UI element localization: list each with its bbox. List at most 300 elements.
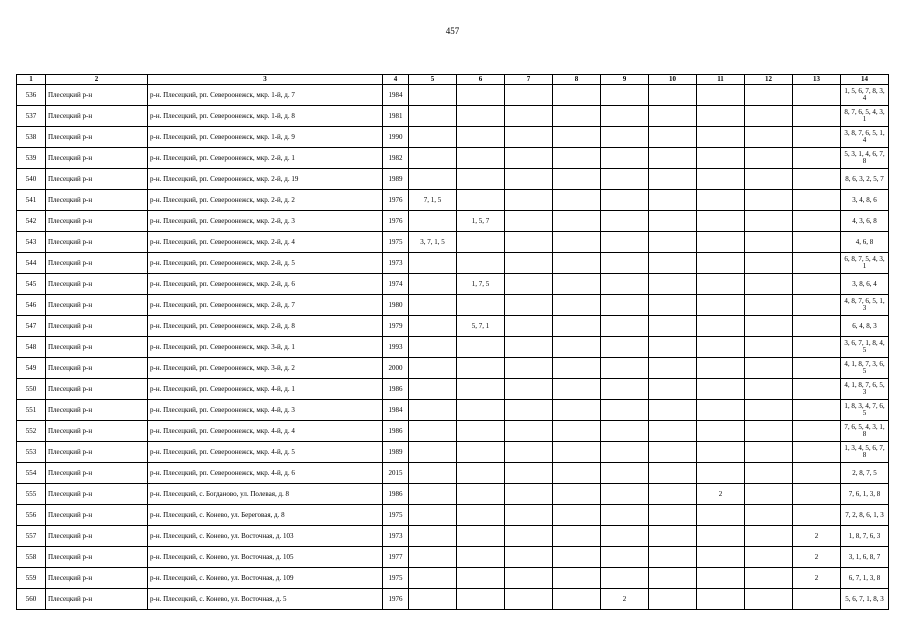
col6-cell: 5, 7, 1: [457, 316, 505, 337]
year-cell: 1973: [383, 526, 409, 547]
col10-cell: [649, 484, 697, 505]
col8-cell: [553, 463, 601, 484]
col8-cell: [553, 295, 601, 316]
col8-cell: [553, 421, 601, 442]
col7-cell: [505, 316, 553, 337]
col6-cell: [457, 295, 505, 316]
col5-cell: 3, 7, 1, 5: [409, 232, 457, 253]
col7-cell: [505, 295, 553, 316]
col11-cell: [697, 400, 745, 421]
col12-cell: [745, 568, 793, 589]
col13-cell: [793, 295, 841, 316]
address-cell: р-н. Плесецкий, рп. Североонежск, мкр. 2-й, д. 3: [148, 211, 383, 232]
address-cell: р-н. Плесецкий, с. Конево, ул. Восточная, д. 105: [148, 547, 383, 568]
col12-cell: [745, 421, 793, 442]
col6-cell: [457, 106, 505, 127]
col13-cell: [793, 442, 841, 463]
col7-cell: [505, 463, 553, 484]
column-header-13: 13: [793, 75, 841, 85]
col11-cell: [697, 505, 745, 526]
col6-cell: [457, 547, 505, 568]
col10-cell: [649, 442, 697, 463]
col5-cell: [409, 127, 457, 148]
year-cell: 1989: [383, 442, 409, 463]
district-cell: Плесецкий р-н: [46, 316, 148, 337]
district-cell: Плесецкий р-н: [46, 379, 148, 400]
col8-cell: [553, 274, 601, 295]
col13-cell: [793, 484, 841, 505]
col6-cell: [457, 526, 505, 547]
year-cell: 1979: [383, 316, 409, 337]
col11-cell: [697, 232, 745, 253]
col13-cell: 2: [793, 526, 841, 547]
col14-cell: 2, 8, 7, 5: [841, 463, 889, 484]
col5-cell: [409, 106, 457, 127]
table-row: [17, 589, 889, 610]
row-number-cell: 557: [17, 526, 46, 547]
col6-cell: [457, 505, 505, 526]
col10-cell: [649, 190, 697, 211]
table-row: [17, 295, 889, 316]
col12-cell: [745, 106, 793, 127]
col5-cell: [409, 526, 457, 547]
table-header: [17, 75, 889, 85]
col8-cell: [553, 442, 601, 463]
col9-cell: [601, 505, 649, 526]
col10-cell: [649, 106, 697, 127]
year-cell: 1986: [383, 421, 409, 442]
table-row: [17, 463, 889, 484]
col14-cell: 6, 4, 8, 3: [841, 316, 889, 337]
year-cell: 1981: [383, 106, 409, 127]
col9-cell: [601, 232, 649, 253]
col6-cell: [457, 169, 505, 190]
col13-cell: [793, 400, 841, 421]
col11-cell: [697, 85, 745, 106]
col11-cell: [697, 337, 745, 358]
column-header-14: 14: [841, 75, 889, 85]
col6-cell: [457, 148, 505, 169]
col12-cell: [745, 442, 793, 463]
col9-cell: [601, 379, 649, 400]
col11-cell: 2: [697, 484, 745, 505]
col13-cell: [793, 148, 841, 169]
col11-cell: [697, 316, 745, 337]
row-number-cell: 538: [17, 127, 46, 148]
col8-cell: [553, 484, 601, 505]
col11-cell: [697, 106, 745, 127]
col11-cell: [697, 547, 745, 568]
col13-cell: [793, 169, 841, 190]
col10-cell: [649, 421, 697, 442]
col6-cell: [457, 85, 505, 106]
col13-cell: [793, 337, 841, 358]
table-row: [17, 568, 889, 589]
col6-cell: [457, 400, 505, 421]
address-cell: р-н. Плесецкий, рп. Североонежск, мкр. 2-й, д. 4: [148, 232, 383, 253]
year-cell: 1975: [383, 232, 409, 253]
col6-cell: [457, 232, 505, 253]
col11-cell: [697, 463, 745, 484]
row-number-cell: 550: [17, 379, 46, 400]
col8-cell: [553, 190, 601, 211]
row-number-cell: 536: [17, 85, 46, 106]
col13-cell: [793, 379, 841, 400]
col13-cell: [793, 505, 841, 526]
col9-cell: [601, 148, 649, 169]
col7-cell: [505, 442, 553, 463]
col8-cell: [553, 547, 601, 568]
district-cell: Плесецкий р-н: [46, 589, 148, 610]
col13-cell: [793, 232, 841, 253]
address-cell: р-н. Плесецкий, рп. Североонежск, мкр. 1-й, д. 7: [148, 85, 383, 106]
col7-cell: [505, 568, 553, 589]
col11-cell: [697, 526, 745, 547]
col7-cell: [505, 547, 553, 568]
col5-cell: [409, 484, 457, 505]
col10-cell: [649, 547, 697, 568]
col14-cell: 3, 6, 7, 1, 8, 4, 5: [841, 337, 889, 358]
col8-cell: [553, 568, 601, 589]
col5-cell: [409, 358, 457, 379]
col7-cell: [505, 253, 553, 274]
col14-cell: 6, 8, 7, 5, 4, 3, 1: [841, 253, 889, 274]
col13-cell: [793, 316, 841, 337]
col6-cell: 1, 7, 5: [457, 274, 505, 295]
col8-cell: [553, 169, 601, 190]
col7-cell: [505, 148, 553, 169]
col11-cell: [697, 295, 745, 316]
table-row: [17, 106, 889, 127]
col11-cell: [697, 358, 745, 379]
year-cell: 1976: [383, 211, 409, 232]
col12-cell: [745, 295, 793, 316]
table-row: [17, 484, 889, 505]
row-number-cell: 555: [17, 484, 46, 505]
col5-cell: [409, 379, 457, 400]
address-cell: р-н. Плесецкий, с. Конево, ул. Береговая, д. 8: [148, 505, 383, 526]
district-cell: Плесецкий р-н: [46, 85, 148, 106]
column-header-12: 12: [745, 75, 793, 85]
col10-cell: [649, 505, 697, 526]
year-cell: 1976: [383, 589, 409, 610]
col8-cell: [553, 505, 601, 526]
address-cell: р-н. Плесецкий, с. Конево, ул. Восточная, д. 109: [148, 568, 383, 589]
col13-cell: [793, 274, 841, 295]
col7-cell: [505, 400, 553, 421]
col8-cell: [553, 148, 601, 169]
col12-cell: [745, 148, 793, 169]
address-cell: р-н. Плесецкий, рп. Североонежск, мкр. 3-й, д. 2: [148, 358, 383, 379]
year-cell: 1975: [383, 505, 409, 526]
district-cell: Плесецкий р-н: [46, 274, 148, 295]
col6-cell: [457, 568, 505, 589]
col14-cell: 3, 4, 8, 6: [841, 190, 889, 211]
col13-cell: [793, 85, 841, 106]
col6-cell: [457, 358, 505, 379]
col12-cell: [745, 400, 793, 421]
address-cell: р-н. Плесецкий, рп. Североонежск, мкр. 4-й, д. 6: [148, 463, 383, 484]
row-number-cell: 551: [17, 400, 46, 421]
col7-cell: [505, 106, 553, 127]
col7-cell: [505, 169, 553, 190]
address-cell: р-н. Плесецкий, рп. Североонежск, мкр. 2-й, д. 1: [148, 148, 383, 169]
year-cell: 1989: [383, 169, 409, 190]
address-cell: р-н. Плесецкий, рп. Североонежск, мкр. 2-й, д. 7: [148, 295, 383, 316]
district-cell: Плесецкий р-н: [46, 127, 148, 148]
col8-cell: [553, 526, 601, 547]
col14-cell: 3, 8, 7, 6, 5, 1, 4: [841, 127, 889, 148]
year-cell: 1993: [383, 337, 409, 358]
district-cell: Плесецкий р-н: [46, 295, 148, 316]
year-cell: 1990: [383, 127, 409, 148]
col14-cell: 7, 6, 1, 3, 8: [841, 484, 889, 505]
col10-cell: [649, 337, 697, 358]
col6-cell: [457, 253, 505, 274]
col6-cell: [457, 463, 505, 484]
col8-cell: [553, 316, 601, 337]
row-number-cell: 558: [17, 547, 46, 568]
district-cell: Плесецкий р-н: [46, 526, 148, 547]
col14-cell: 8, 7, 6, 5, 4, 3, 1: [841, 106, 889, 127]
table-row: [17, 547, 889, 568]
col5-cell: [409, 274, 457, 295]
col8-cell: [553, 337, 601, 358]
col10-cell: [649, 148, 697, 169]
row-number-cell: 548: [17, 337, 46, 358]
col14-cell: 8, 6, 3, 2, 5, 7: [841, 169, 889, 190]
col14-cell: 4, 1, 8, 7, 6, 5, 3: [841, 379, 889, 400]
col14-cell: 1, 5, 6, 7, 8, 3, 4: [841, 85, 889, 106]
col6-cell: [457, 484, 505, 505]
col12-cell: [745, 526, 793, 547]
col10-cell: [649, 253, 697, 274]
col10-cell: [649, 232, 697, 253]
col5-cell: [409, 568, 457, 589]
table-row: [17, 316, 889, 337]
col12-cell: [745, 505, 793, 526]
col7-cell: [505, 358, 553, 379]
col7-cell: [505, 526, 553, 547]
district-cell: Плесецкий р-н: [46, 253, 148, 274]
col9-cell: [601, 127, 649, 148]
col14-cell: 3, 8, 6, 4: [841, 274, 889, 295]
col12-cell: [745, 463, 793, 484]
col5-cell: [409, 547, 457, 568]
col12-cell: [745, 169, 793, 190]
col6-cell: [457, 442, 505, 463]
col7-cell: [505, 274, 553, 295]
district-cell: Плесецкий р-н: [46, 337, 148, 358]
table-row: [17, 274, 889, 295]
district-cell: Плесецкий р-н: [46, 505, 148, 526]
col6-cell: [457, 589, 505, 610]
col9-cell: 2: [601, 589, 649, 610]
table-row: [17, 253, 889, 274]
col10-cell: [649, 589, 697, 610]
col5-cell: [409, 589, 457, 610]
col12-cell: [745, 379, 793, 400]
col5-cell: [409, 442, 457, 463]
col9-cell: [601, 85, 649, 106]
col13-cell: [793, 589, 841, 610]
col5-cell: [409, 463, 457, 484]
col10-cell: [649, 379, 697, 400]
table-row: [17, 379, 889, 400]
col13-cell: [793, 253, 841, 274]
row-number-cell: 539: [17, 148, 46, 169]
col9-cell: [601, 484, 649, 505]
year-cell: 1986: [383, 379, 409, 400]
col5-cell: [409, 505, 457, 526]
year-cell: 2000: [383, 358, 409, 379]
col10-cell: [649, 85, 697, 106]
row-number-cell: 556: [17, 505, 46, 526]
address-cell: р-н. Плесецкий, рп. Североонежск, мкр. 4-й, д. 1: [148, 379, 383, 400]
col11-cell: [697, 274, 745, 295]
col10-cell: [649, 316, 697, 337]
col10-cell: [649, 169, 697, 190]
col6-cell: [457, 421, 505, 442]
row-number-cell: 552: [17, 421, 46, 442]
col9-cell: [601, 568, 649, 589]
col8-cell: [553, 106, 601, 127]
col7-cell: [505, 85, 553, 106]
col8-cell: [553, 379, 601, 400]
table-row: [17, 442, 889, 463]
table-body: [17, 85, 889, 610]
district-cell: Плесецкий р-н: [46, 211, 148, 232]
col7-cell: [505, 379, 553, 400]
col14-cell: 1, 3, 4, 5, 6, 7, 8: [841, 442, 889, 463]
column-header-9: 9: [601, 75, 649, 85]
col9-cell: [601, 463, 649, 484]
col13-cell: 2: [793, 568, 841, 589]
col11-cell: [697, 379, 745, 400]
col9-cell: [601, 400, 649, 421]
col13-cell: [793, 190, 841, 211]
column-header-11: 11: [697, 75, 745, 85]
table-row: [17, 85, 889, 106]
col12-cell: [745, 337, 793, 358]
col5-cell: [409, 400, 457, 421]
header-row: [17, 75, 889, 85]
col9-cell: [601, 253, 649, 274]
col6-cell: [457, 190, 505, 211]
address-cell: р-н. Плесецкий, рп. Североонежск, мкр. 3-й, д. 1: [148, 337, 383, 358]
col9-cell: [601, 421, 649, 442]
col7-cell: [505, 589, 553, 610]
year-cell: 1984: [383, 400, 409, 421]
table-row: [17, 400, 889, 421]
col13-cell: [793, 211, 841, 232]
row-number-cell: 545: [17, 274, 46, 295]
col13-cell: 2: [793, 547, 841, 568]
district-cell: Плесецкий р-н: [46, 358, 148, 379]
address-cell: р-н. Плесецкий, рп. Североонежск, мкр. 2-й, д. 8: [148, 316, 383, 337]
district-cell: Плесецкий р-н: [46, 232, 148, 253]
col7-cell: [505, 505, 553, 526]
col14-cell: 7, 2, 8, 6, 1, 3: [841, 505, 889, 526]
column-header-10: 10: [649, 75, 697, 85]
table-row: [17, 232, 889, 253]
column-header-1: 1: [17, 75, 46, 85]
col11-cell: [697, 442, 745, 463]
col5-cell: [409, 421, 457, 442]
row-number-cell: 553: [17, 442, 46, 463]
address-cell: р-н. Плесецкий, рп. Североонежск, мкр. 4-й, д. 5: [148, 442, 383, 463]
district-cell: Плесецкий р-н: [46, 568, 148, 589]
year-cell: 1982: [383, 148, 409, 169]
address-cell: р-н. Плесецкий, рп. Североонежск, мкр. 2-й, д. 2: [148, 190, 383, 211]
col9-cell: [601, 295, 649, 316]
col14-cell: 1, 8, 7, 6, 3: [841, 526, 889, 547]
col11-cell: [697, 211, 745, 232]
address-cell: р-н. Плесецкий, рп. Североонежск, мкр. 2-й, д. 5: [148, 253, 383, 274]
col8-cell: [553, 400, 601, 421]
col9-cell: [601, 526, 649, 547]
year-cell: 1977: [383, 547, 409, 568]
col10-cell: [649, 274, 697, 295]
col9-cell: [601, 190, 649, 211]
col12-cell: [745, 316, 793, 337]
col12-cell: [745, 274, 793, 295]
col9-cell: [601, 169, 649, 190]
col11-cell: [697, 190, 745, 211]
col6-cell: [457, 127, 505, 148]
address-cell: р-н. Плесецкий, рп. Североонежск, мкр. 4-й, д. 4: [148, 421, 383, 442]
col13-cell: [793, 421, 841, 442]
col7-cell: [505, 232, 553, 253]
col6-cell: [457, 337, 505, 358]
col10-cell: [649, 526, 697, 547]
column-header-5: 5: [409, 75, 457, 85]
column-header-6: 6: [457, 75, 505, 85]
col10-cell: [649, 127, 697, 148]
col10-cell: [649, 400, 697, 421]
col8-cell: [553, 589, 601, 610]
col5-cell: [409, 295, 457, 316]
col7-cell: [505, 421, 553, 442]
district-cell: Плесецкий р-н: [46, 484, 148, 505]
year-cell: 1980: [383, 295, 409, 316]
col13-cell: [793, 358, 841, 379]
col14-cell: 4, 1, 8, 7, 3, 6, 5: [841, 358, 889, 379]
col5-cell: [409, 169, 457, 190]
col11-cell: [697, 253, 745, 274]
column-header-7: 7: [505, 75, 553, 85]
col5-cell: [409, 211, 457, 232]
col9-cell: [601, 316, 649, 337]
col9-cell: [601, 274, 649, 295]
row-number-cell: 541: [17, 190, 46, 211]
col11-cell: [697, 169, 745, 190]
year-cell: 1986: [383, 484, 409, 505]
col12-cell: [745, 190, 793, 211]
row-number-cell: 559: [17, 568, 46, 589]
col12-cell: [745, 253, 793, 274]
col12-cell: [745, 589, 793, 610]
col5-cell: [409, 316, 457, 337]
col14-cell: 5, 3, 1, 4, 6, 7, 8: [841, 148, 889, 169]
col11-cell: [697, 148, 745, 169]
col10-cell: [649, 211, 697, 232]
col8-cell: [553, 127, 601, 148]
col13-cell: [793, 127, 841, 148]
year-cell: 1984: [383, 85, 409, 106]
col10-cell: [649, 358, 697, 379]
table-row: [17, 169, 889, 190]
